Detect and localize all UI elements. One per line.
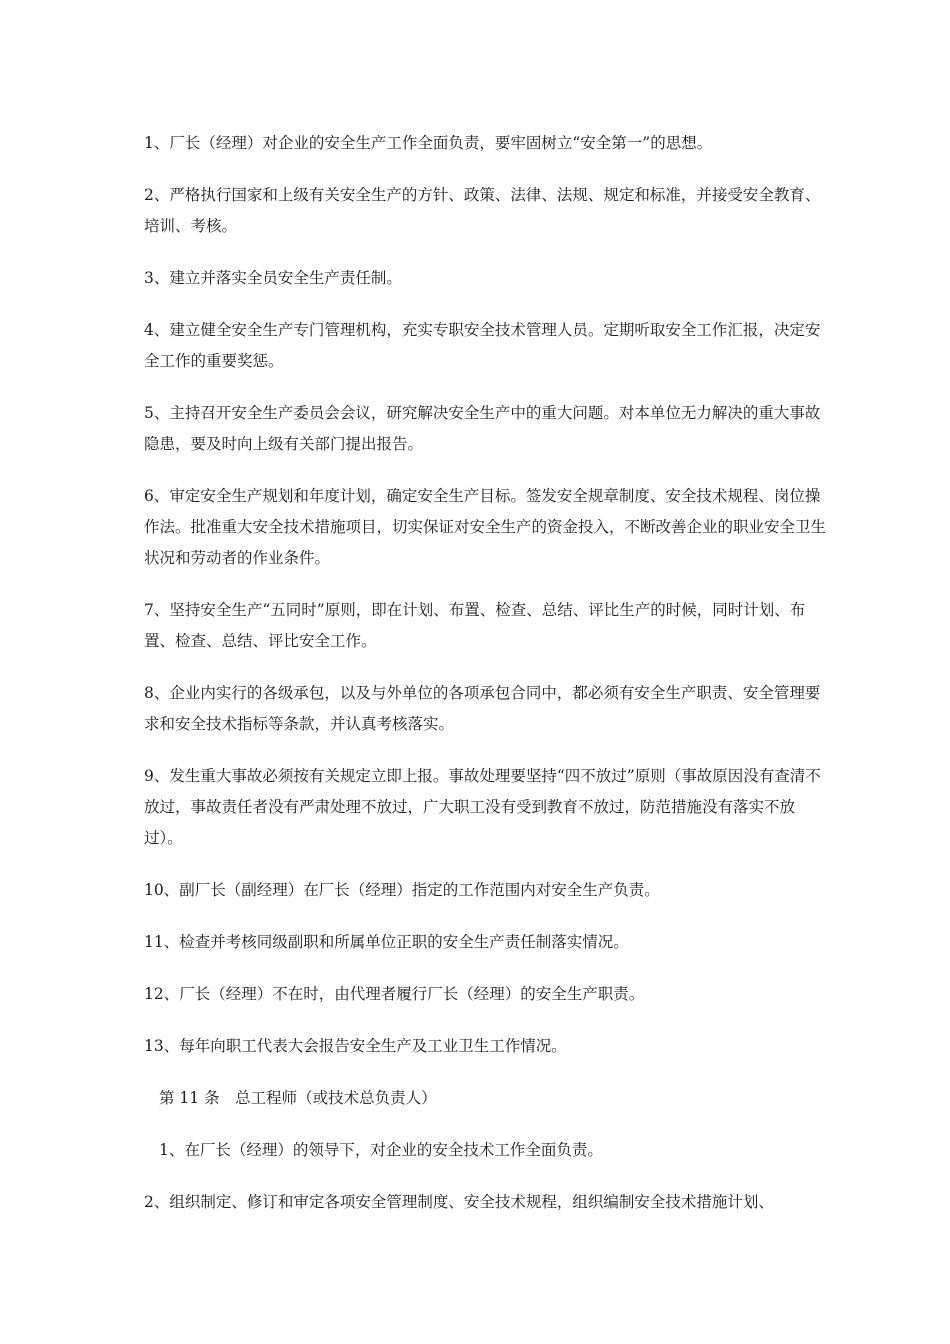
paragraph-item-1: 1、厂长（经理）对企业的安全生产工作全面负责，要牢固树立“安全第一”的思想。 (144, 134, 713, 152)
paragraph-item-13: 13、每年向职工代表大会报告安全生产及工业卫生工作情况。 (144, 1037, 567, 1055)
paragraph-item-3: 3、建立并落实全员安全生产责任制。 (144, 269, 402, 287)
paragraph-chief-engineer-2: 2、组织制定、修订和审定各项安全管理制度、安全技术规程，组织编制安全技术措施计划、 (144, 1193, 774, 1211)
paragraph-item-2: 2、严格执行国家和上级有关安全生产的方针、政策、法律、法规、规定和标准，并接受安全教育、培训、考核。 (144, 186, 821, 235)
paragraph-item-5: 5、主持召开安全生产委员会会议，研究解决安全生产中的重大问题。对本单位无力解决的重大事故隐患，要及时向上级有关部门提出报告。 (144, 404, 821, 453)
paragraph-item-8: 8、企业内实行的各级承包，以及与外单位的各项承包合同中，都必须有安全生产职责、安全管理要求和安全技术指标等条款，并认真考核落实。 (144, 684, 821, 733)
paragraph-item-12: 12、厂长（经理）不在时，由代理者履行厂长（经理）的安全生产职责。 (144, 985, 645, 1003)
paragraph-chief-engineer-1: 1、在厂长（经理）的领导下，对企业的安全技术工作全面负责。 (159, 1141, 603, 1159)
paragraph-item-10: 10、副厂长（副经理）在厂长（经理）指定的工作范围内对安全生产负责。 (144, 881, 660, 899)
section-heading-article-11: 第 11 条 总工程师（或技术总负责人） (159, 1089, 437, 1107)
document-body (144, 128, 828, 1239)
paragraph-item-9: 9、发生重大事故必须按有关规定立即上报。事故处理要坚持“四不放过”原则（事故原因没有查清不放过，事故责任者没有严肃处理不放过，广大职工没有受到教育不放过，防范措施没有落实不放过）。 (144, 767, 821, 847)
paragraph-item-7: 7、坚持安全生产“五同时”原则，即在计划、布置、检查、总结、评比生产的时候，同时计划、布置、检查、总结、评比安全工作。 (144, 601, 806, 650)
paragraph-item-11: 11、检查并考核同级副职和所属单位正职的安全生产责任制落实情况。 (144, 933, 629, 951)
paragraph-item-6: 6、审定安全生产规划和年度计划，确定安全生产目标。签发安全规章制度、安全技术规程、岗位操作法。批准重大安全技术措施项目，切实保证对安全生产的资金投入，不断改善企业的职业安全卫生状况和劳动者的作业条件。 (144, 487, 827, 567)
paragraph-item-4: 4、建立健全安全生产专门管理机构，充实专职安全技术管理人员。定期听取安全工作汇报，决定安全工作的重要奖惩。 (144, 321, 821, 370)
